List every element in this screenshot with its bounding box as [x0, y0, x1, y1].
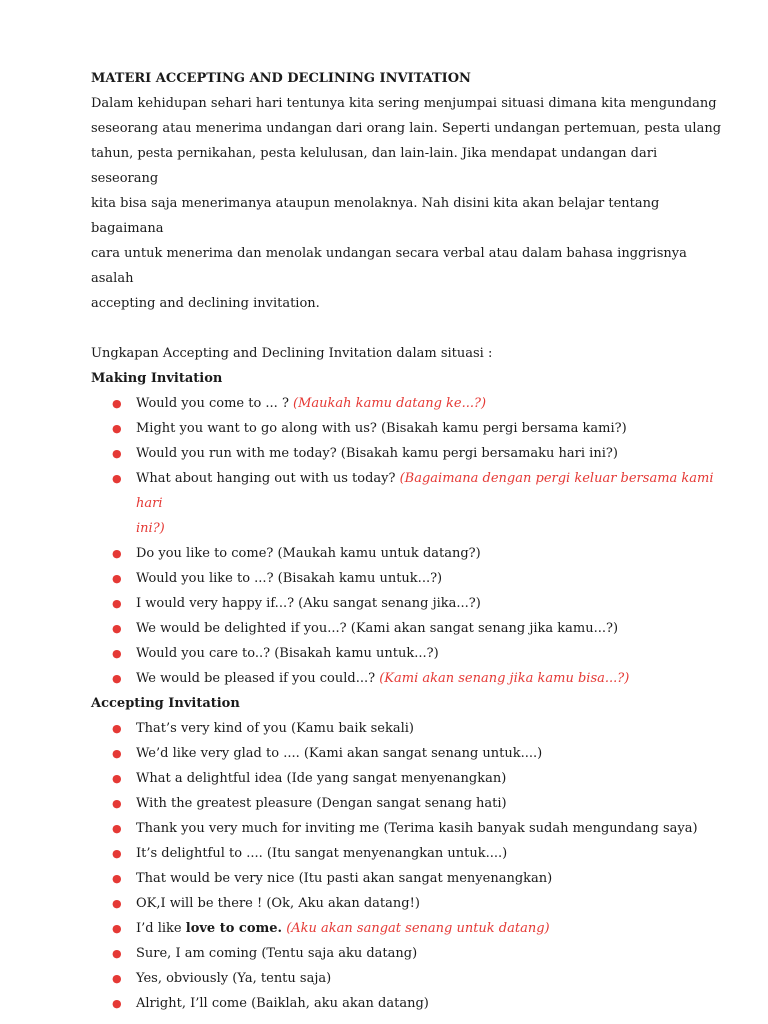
section-intro-heading: Ungkapan Accepting and Declining Invitation dalam situasi :	[91, 346, 493, 361]
bullet-icon: ●	[112, 797, 122, 810]
list-item	[91, 566, 728, 591]
bullet-icon: ●	[112, 397, 122, 410]
list-item	[91, 741, 728, 766]
item-text: OK,I will be there ! (Ok, Aku akan datang!)	[136, 896, 420, 911]
intro-paragraph	[91, 91, 728, 316]
bullet-icon: ●	[112, 822, 122, 835]
making-invitation-heading: Making Invitation	[91, 371, 223, 386]
bullet-icon: ●	[112, 722, 122, 735]
item-text: We’d like very glad to .... (Kami akan sangat senang untuk....)	[136, 746, 543, 761]
list-item	[91, 791, 728, 816]
item-text: What about hanging out with us today?	[136, 471, 400, 486]
list-item	[91, 816, 728, 841]
bullet-icon: ●	[112, 847, 122, 860]
list-item	[91, 616, 728, 641]
list-item	[91, 866, 728, 891]
bullet-icon: ●	[112, 547, 122, 560]
item-text: I would very happy if...? (Aku sangat senang jika...?)	[136, 596, 481, 611]
intro-line: accepting and declining invitation.	[91, 296, 320, 311]
item-translation: (Maukah kamu datang ke...?)	[293, 396, 487, 411]
item-text: That would be very nice (Itu pasti akan sangat menyenangkan)	[136, 871, 553, 886]
item-bold-text: love to come.	[185, 921, 283, 936]
list-item	[91, 966, 728, 991]
bullet-icon: ●	[112, 672, 122, 685]
item-text: Alright, I’ll come (Baiklah, aku akan datang)	[136, 996, 429, 1011]
list-item	[91, 416, 728, 441]
list-item	[91, 841, 728, 866]
bullet-icon: ●	[112, 647, 122, 660]
accepting-invitation-heading: Accepting Invitation	[91, 696, 240, 711]
item-text: I’d like	[136, 921, 186, 936]
bullet-icon: ●	[112, 597, 122, 610]
bullet-icon: ●	[112, 997, 122, 1010]
bullet-icon: ●	[112, 622, 122, 635]
list-item	[91, 391, 728, 416]
item-translation-cont: ini?)	[136, 521, 165, 536]
bullet-icon: ●	[112, 572, 122, 585]
list-item	[91, 941, 728, 966]
list-item	[91, 991, 728, 1016]
item-text: Would you come to ... ?	[136, 396, 294, 411]
list-item	[91, 641, 728, 666]
bullet-icon: ●	[112, 747, 122, 760]
intro-line: kita bisa saja menerimanya ataupun menolaknya. Nah disini kita akan belajar tentang bagaimana	[91, 196, 660, 236]
document-title: MATERI ACCEPTING AND DECLINING INVITATION	[91, 71, 471, 86]
item-translation: (Kami akan senang jika kamu bisa...?)	[379, 671, 630, 686]
intro-line: tahun, pesta pernikahan, pesta kelulusan, dan lain-lain. Jika mendapat undangan dari seseorang	[91, 146, 658, 186]
accepting-invitation-list	[91, 716, 728, 1016]
bullet-icon: ●	[112, 897, 122, 910]
bullet-icon: ●	[112, 947, 122, 960]
item-translation: (Aku akan sangat senang untuk datang)	[282, 921, 550, 936]
list-item	[91, 716, 728, 741]
making-invitation-list	[91, 391, 728, 691]
item-text: Sure, I am coming (Tentu saja aku datang)	[136, 946, 418, 961]
item-text: Would you care to..? (Bisakah kamu untuk...?)	[136, 646, 439, 661]
spacer	[91, 316, 728, 341]
bullet-icon: ●	[112, 422, 122, 435]
bullet-icon: ●	[112, 472, 122, 485]
item-text: Thank you very much for inviting me (Terima kasih banyak sudah mengundang saya)	[136, 821, 698, 836]
bullet-icon: ●	[112, 922, 122, 935]
bullet-icon: ●	[112, 972, 122, 985]
item-translation: (Bagaimana dengan pergi keluar bersama kami hari	[136, 471, 714, 511]
list-item	[91, 466, 728, 541]
bullet-icon: ●	[112, 447, 122, 460]
item-text: We would be delighted if you...? (Kami akan sangat senang jika kamu...?)	[136, 621, 619, 636]
intro-line: cara untuk menerima dan menolak undangan secara verbal atau dalam bahasa inggrisnya asalah	[91, 246, 687, 286]
item-text: Yes, obviously (Ya, tentu saja)	[136, 971, 332, 986]
bullet-icon: ●	[112, 772, 122, 785]
item-text: We would be pleased if you could...?	[136, 671, 380, 686]
list-item	[91, 766, 728, 791]
item-text: Might you want to go along with us? (Bisakah kamu pergi bersama kami?)	[136, 421, 627, 436]
intro-line: Dalam kehidupan sehari hari tentunya kita sering menjumpai situasi dimana kita mengundang	[91, 96, 717, 111]
item-text: Would you run with me today? (Bisakah kamu pergi bersamaku hari ini?)	[136, 446, 618, 461]
bullet-icon: ●	[112, 872, 122, 885]
item-text: With the greatest pleasure (Dengan sangat senang hati)	[136, 796, 507, 811]
list-item	[91, 541, 728, 566]
item-text: It’s delightful to .... (Itu sangat menyenangkan untuk....)	[136, 846, 508, 861]
list-item	[91, 441, 728, 466]
item-text: What a delightful idea (Ide yang sangat menyenangkan)	[136, 771, 507, 786]
item-text: That’s very kind of you (Kamu baik sekali)	[136, 721, 414, 736]
list-item	[91, 591, 728, 616]
list-item	[91, 916, 728, 941]
item-text: Would you like to ...? (Bisakah kamu untuk...?)	[136, 571, 443, 586]
list-item	[91, 666, 728, 691]
list-item	[91, 891, 728, 916]
item-text: Do you like to come? (Maukah kamu untuk datang?)	[136, 546, 481, 561]
intro-line: seseorang atau menerima undangan dari orang lain. Seperti undangan pertemuan, pesta ulang	[91, 121, 722, 136]
